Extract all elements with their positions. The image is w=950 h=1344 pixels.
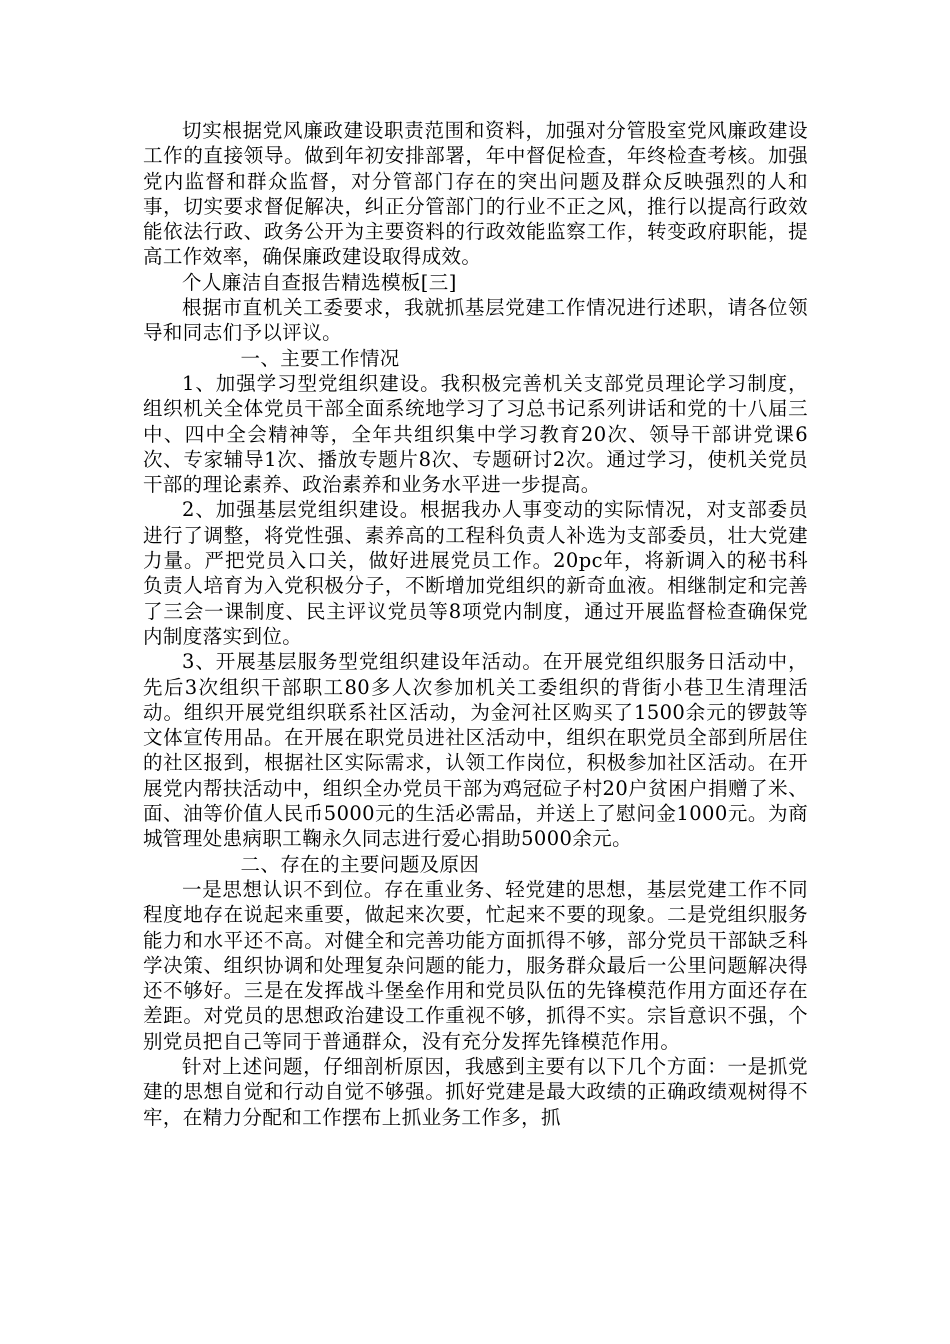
section-heading-1: 一、主要工作情况 <box>240 346 400 370</box>
paragraph-6: 一是思想认识不到位。存在重业务、轻党建的思想，基层党建工作不同程度地存在说起来重要，做起来次要，忙起来不要的现象。二是党组织服务能力和水平还不高。对健全和完善功能方面抓得不够，部分党员干部缺乏科学决策、组织协调和处理复杂问题的能力，服务群众最后一公里问题解决得还不够好。三是在发挥战斗堡垒作用和党员队伍的先锋模范作用方面还存在差距。对党员的思想政治建设工作重视不够，抓得不实。宗旨意识不强，个别党员把自己等同于普通群众，没有充分发挥先锋模范作用。 <box>143 877 808 1053</box>
paragraph-1: 切实根据党风廉政建设职责范围和资料，加强对分管股室党风廉政建设工作的直接领导。做到年初安排部署，年中督促检查，年终检查考核。加强党内监督和群众监督，对分管部门存在的突出问题及群众反映强烈的人和事，切实要求督促解决，纠正分管部门的行业不正之风，推行以提高行政效能依法行政、政务公开为主要资料的行政效能监察工作，转变政府职能，提高工作效率，确保廉政建设取得成效。 <box>143 119 808 269</box>
paragraph-4: 2、加强基层党组织建设。根据我办人事变动的实际情况，对支部委员进行了调整，将党性强、素养高的工程科负责人补选为支部委员，壮大党建力量。严把党员入口关，做好进展党员工作。20pc年，将新调入的秘书科负责人培育为入党积极分子，不断增加党组织的新奇血液。相继制定和完善了三会一课制度、民主评议党员等8项党内制度，通过开展监督检查确保党内制度落实到位。 <box>143 498 808 648</box>
document-page <box>143 118 808 1130</box>
paragraph-7: 针对上述问题，仔细剖析原因，我感到主要有以下几个方面：一是抓党建的思想自觉和行动自觉不够强。抓好党建是最大政绩的正确政绩观树得不牢，在精力分配和工作摆布上抓业务工作多，抓 <box>143 1054 808 1129</box>
paragraph-3: 1、加强学习型党组织建设。我积极完善机关支部党员理论学习制度，组织机关全体党员干部全面系统地学习了习总书记系列讲话和党的十八届三中、四中全会精神等，全年共组织集中学习教育20次、领导干部讲党课6次、专家辅导1次、播放专题片8次、专题研讨2次。通过学习，使机关党员干部的理论素养、政治素养和业务水平进一步提高。 <box>143 371 808 497</box>
paragraph-2: 根据市直机关工委要求，我就抓基层党建工作情况进行述职，请各位领导和同志们予以评议。 <box>143 296 808 345</box>
section-heading-2: 二、存在的主要问题及原因 <box>240 852 480 876</box>
paragraph-5: 3、开展基层服务型党组织建设年活动。在开展党组织服务日活动中，先后3次组织干部职工80多人次参加机关工委组织的背街小巷卫生清理活动。组织开展党组织联系社区活动，为金河社区购买了1500余元的锣鼓等文体宣传用品。在开展在职党员进社区活动中，组织在职党员全部到所居住的社区报到，根据社区实际需求，认领工作岗位，积极参加社区活动。在开展党内帮扶活动中，组织全办党员干部为鸡冠砬子村20户贫困户捐赠了米、面、油等价值人民币5000元的生活必需品，并送上了慰问金1000元。为商城管理处患病职工鞠永久同志进行爱心捐助5000余元。 <box>143 650 808 851</box>
report-title: 个人廉洁自查报告精选模板[三] <box>182 270 457 294</box>
